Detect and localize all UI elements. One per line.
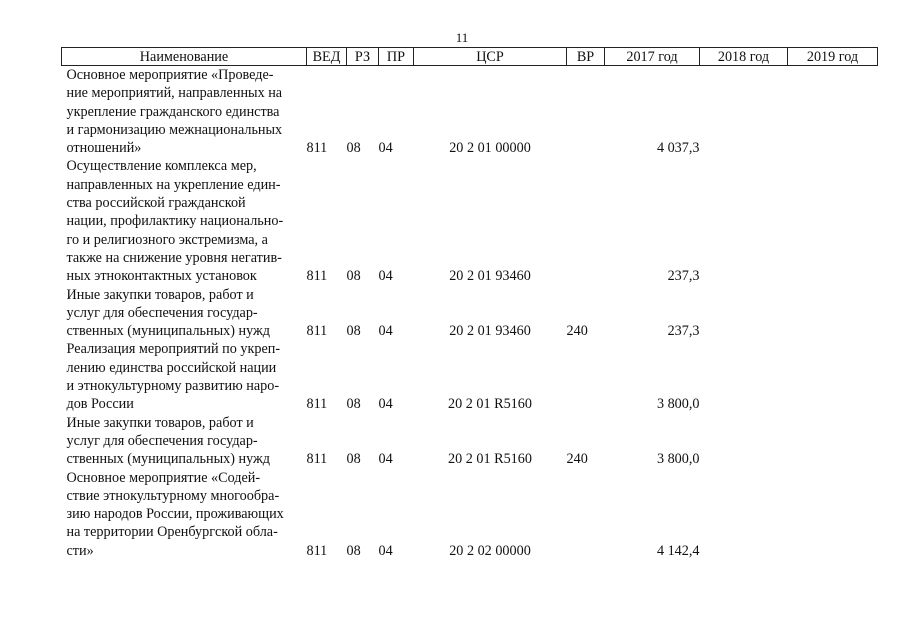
- row-ved: 811: [306, 396, 328, 413]
- row-vr: [567, 340, 605, 413]
- header-pr: ПР: [379, 48, 414, 66]
- row-name-line: ственных (муниципальных) нужд: [66, 323, 271, 340]
- row-name: [62, 340, 307, 413]
- header-csr: ЦСР: [414, 48, 567, 66]
- row-name-line: дов России: [66, 396, 134, 413]
- row-name-line: Иные закупки товаров, работ и: [66, 414, 254, 431]
- row-name-line: услуг для обеспечения государ-: [66, 304, 258, 321]
- table-row: [62, 157, 878, 285]
- row-2019: [788, 414, 878, 469]
- header-2019: 2019 год: [788, 48, 878, 66]
- row-2019: [788, 66, 878, 158]
- row-2019: [788, 469, 878, 560]
- row-pr: 04: [378, 396, 393, 413]
- row-2018: [700, 157, 788, 285]
- row-name: [62, 469, 307, 560]
- row-vr: 240: [566, 323, 588, 340]
- table-row: [62, 469, 878, 560]
- table-body: [62, 66, 878, 561]
- row-2017: 4 037,3: [656, 140, 700, 157]
- row-pr: 04: [378, 451, 393, 468]
- row-vr: [567, 469, 605, 560]
- row-2019: [788, 340, 878, 413]
- header-2017: 2017 год: [605, 48, 700, 66]
- row-name-line: укрепление гражданского единства: [66, 103, 280, 120]
- row-name-line: Основное мероприятие «Содей-: [66, 469, 261, 486]
- row-2018: [700, 66, 788, 158]
- header-name: Наименование: [62, 48, 307, 66]
- row-name-line: Иные закупки товаров, работ и: [66, 286, 254, 303]
- row-2017: 3 800,0: [656, 451, 700, 468]
- header-rz: РЗ: [347, 48, 379, 66]
- budget-table: [61, 47, 878, 560]
- row-name-line: лению единства российской нации: [66, 359, 277, 376]
- row-name-line: го и религиозного экстремизма, а: [66, 231, 268, 248]
- row-name-line: отношений»: [66, 140, 142, 157]
- row-rz: 08: [346, 396, 361, 413]
- table-header: [62, 48, 878, 66]
- page-number: 11: [455, 30, 469, 45]
- row-rz: 08: [346, 451, 361, 468]
- row-csr: 20 2 01 00000: [449, 140, 531, 157]
- row-csr: 20 2 01 R5160: [448, 451, 532, 468]
- row-2019: [788, 157, 878, 285]
- row-name-line: направленных на укрепление един-: [66, 176, 281, 193]
- row-name: [62, 66, 307, 158]
- row-name-line: Реализация мероприятий по укреп-: [66, 341, 281, 358]
- row-csr: 20 2 01 93460: [449, 268, 531, 285]
- row-2017: 3 800,0: [656, 396, 700, 413]
- row-vr: 240: [566, 451, 588, 468]
- row-pr: 04: [378, 140, 393, 157]
- row-rz: 08: [346, 542, 361, 559]
- row-2017: 4 142,4: [656, 542, 700, 559]
- header-2018: 2018 год: [700, 48, 788, 66]
- row-name-line: ства российской гражданской: [66, 195, 246, 212]
- row-2017: 237,3: [667, 323, 700, 340]
- row-name-line: ственных (муниципальных) нужд: [66, 451, 271, 468]
- row-csr: 20 2 01 R5160: [448, 396, 532, 413]
- row-name-line: ние мероприятий, направленных на: [66, 85, 283, 102]
- row-2018: [700, 286, 788, 341]
- row-pr: 04: [378, 268, 393, 285]
- row-vr: [567, 66, 605, 158]
- row-ved: 811: [306, 268, 328, 285]
- row-name-line: сти»: [66, 542, 94, 559]
- row-ved: 811: [306, 451, 328, 468]
- row-ved: 811: [306, 140, 328, 157]
- row-name-line: и этнокультурному развитию наро-: [66, 378, 280, 395]
- row-csr: 20 2 01 93460: [449, 323, 531, 340]
- row-name-line: услуг для обеспечения государ-: [66, 432, 258, 449]
- row-rz: 08: [346, 268, 361, 285]
- row-2018: [700, 469, 788, 560]
- row-name-line: также на снижение уровня негатив-: [66, 249, 282, 266]
- row-vr: [567, 157, 605, 285]
- row-name-line: ствие этнокультурному многообра-: [66, 487, 280, 504]
- row-name-line: и гармонизацию межнациональных: [66, 121, 283, 138]
- row-name-line: ных этноконтактных установок: [66, 268, 257, 285]
- header-vr: ВР: [567, 48, 605, 66]
- row-pr: 04: [378, 323, 393, 340]
- row-name-line: Осуществление комплекса мер,: [66, 158, 257, 175]
- table-row: [62, 286, 878, 341]
- row-csr: 20 2 02 00000: [449, 542, 531, 559]
- row-pr: 04: [378, 542, 393, 559]
- row-ved: 811: [306, 542, 328, 559]
- row-name-line: Основное мероприятие «Проведе-: [66, 67, 274, 83]
- header-ved: ВЕД: [307, 48, 347, 66]
- table-row: [62, 340, 878, 413]
- row-2019: [788, 286, 878, 341]
- row-ved: 811: [306, 323, 328, 340]
- row-2017: 237,3: [667, 268, 700, 285]
- row-name-line: нации, профилактику национально-: [66, 213, 284, 230]
- table-row: [62, 66, 878, 158]
- row-2018: [700, 414, 788, 469]
- row-name: [62, 286, 307, 341]
- row-2018: [700, 340, 788, 413]
- row-name-line: зию народов России, проживающих: [66, 506, 284, 523]
- row-name: [62, 414, 307, 469]
- table-row: [62, 414, 878, 469]
- row-rz: 08: [346, 323, 361, 340]
- row-name: [62, 157, 307, 285]
- row-name-line: на территории Оренбургской обла-: [66, 524, 278, 541]
- row-rz: 08: [346, 140, 361, 157]
